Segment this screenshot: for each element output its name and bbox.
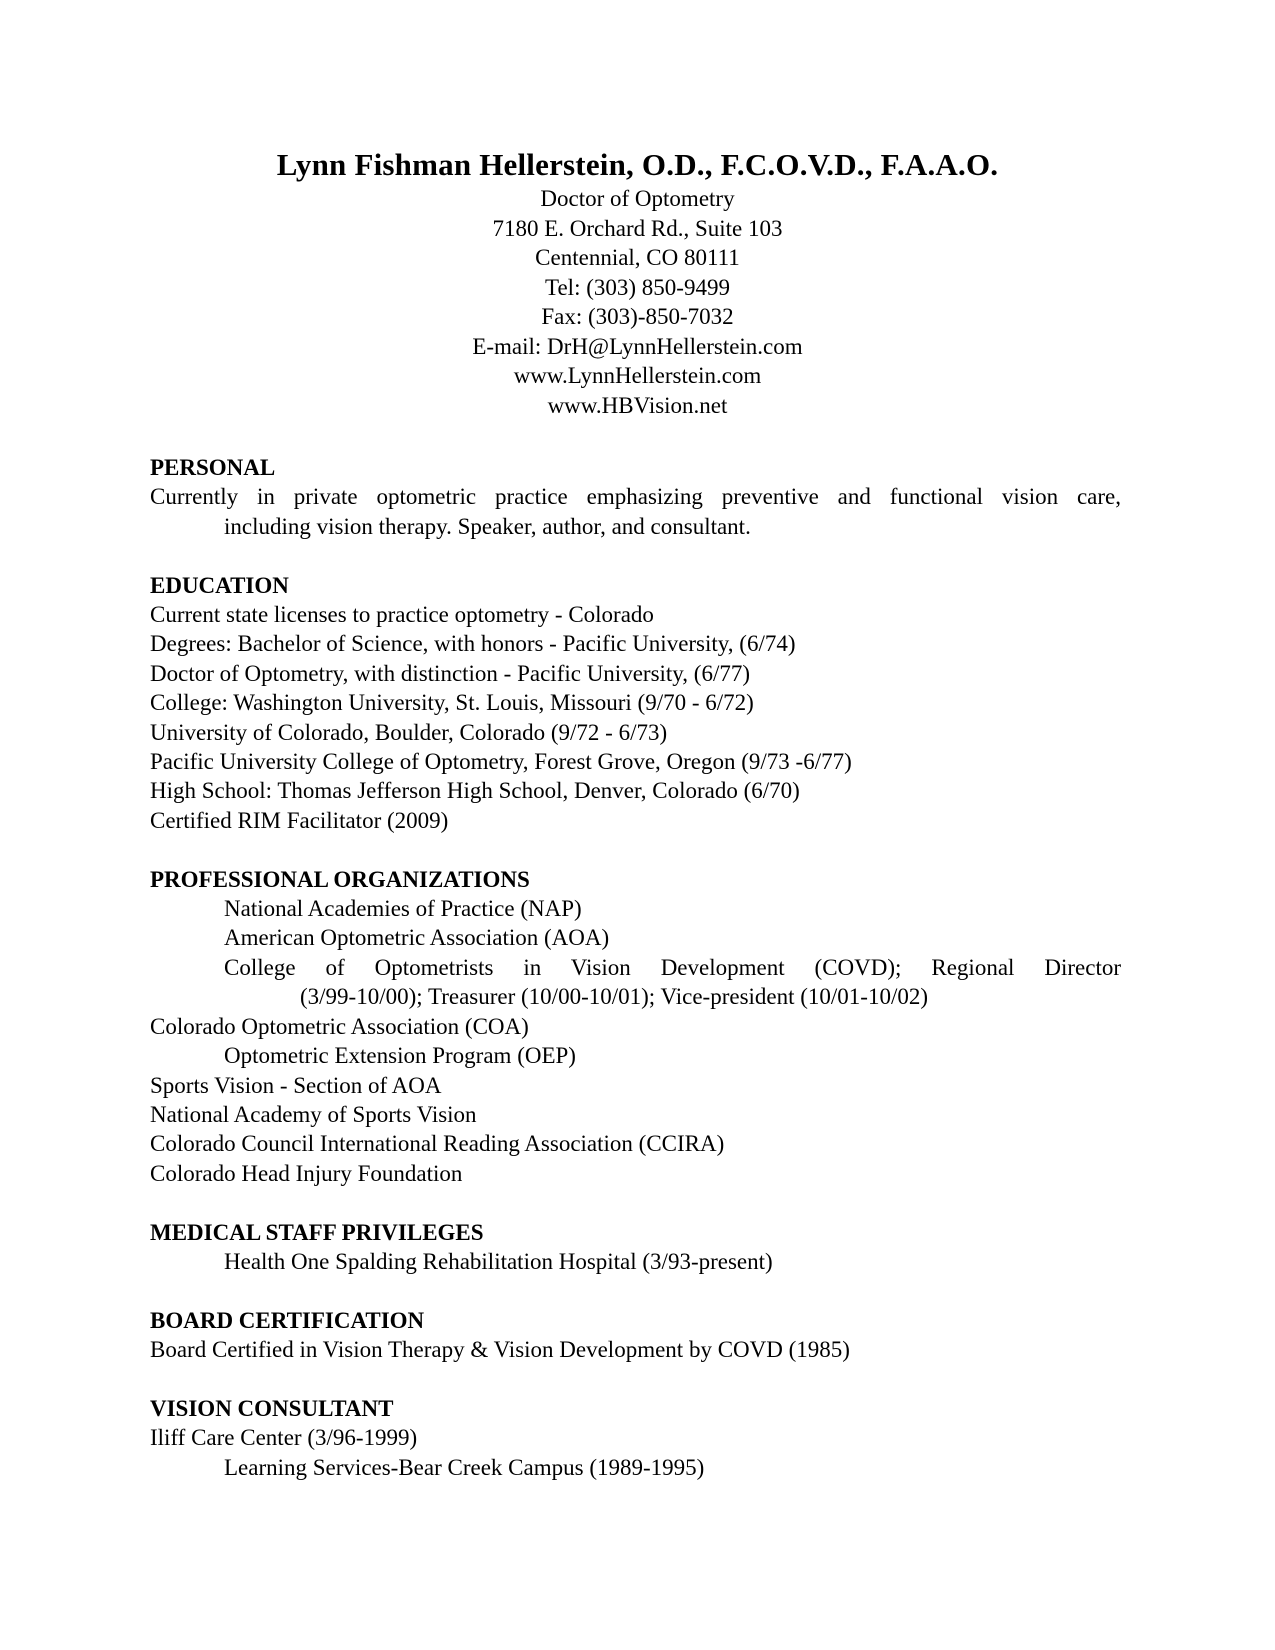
organization-ccira: Colorado Council International Reading Association (CCIRA) <box>150 1131 725 1157</box>
section-title-organizations: PROFESSIONAL ORGANIZATIONS <box>150 866 530 892</box>
section-spacer <box>150 1188 1121 1217</box>
organization-aoa: American Optometric Association (AOA) <box>224 925 610 951</box>
website-link-1: www.LynnHellerstein.com <box>513 363 762 388</box>
consultant-line-1: Iliff Care Center (3/96-1999) <box>150 1425 418 1451</box>
medical-staff-section <box>150 1218 1121 1277</box>
address-line-1: 7180 E. Orchard Rd., Suite 103 <box>492 215 783 241</box>
doctor-title: Doctor of Optometry <box>540 186 735 211</box>
education-line: Certified RIM Facilitator (2009) <box>150 807 449 833</box>
section-title-education: EDUCATION <box>150 572 289 598</box>
board-certification-section <box>150 1306 1121 1365</box>
organization-covd-line-1: College of Optometrists in Vision Development (COVD); Regional Director <box>224 954 1121 980</box>
education-section <box>150 571 1121 836</box>
doctor-name: Lynn Fishman Hellerstein, O.D., F.C.O.V.D., F.A.A.O. <box>276 147 999 182</box>
vision-consultant-section <box>150 1394 1121 1482</box>
section-spacer <box>150 1365 1121 1394</box>
organization-head-injury: Colorado Head Injury Foundation <box>150 1160 463 1186</box>
organization-coa: Colorado Optometric Association (COA) <box>150 1013 529 1039</box>
education-line: University of Colorado, Boulder, Colorado (9/72 - 6/73) <box>150 719 668 745</box>
education-line: Current state licenses to practice optometry - Colorado <box>150 602 654 628</box>
email: E-mail: DrH@LynnHellerstein.com <box>472 333 803 359</box>
personal-line-1: Currently in private optometric practice emphasizing preventive and functional vision care, <box>150 484 1121 510</box>
organization-oep: Optometric Extension Program (OEP) <box>224 1043 576 1069</box>
website-link-2: www.HBVision.net <box>547 392 728 418</box>
organization-nasv: National Academy of Sports Vision <box>150 1101 477 1127</box>
personal-line-2: including vision therapy. Speaker, author, and consultant. <box>224 513 751 539</box>
education-line: Doctor of Optometry, with distinction - Pacific University, (6/77) <box>150 660 751 686</box>
education-line: Pacific University College of Optometry, Forest Grove, Oregon (9/73 -6/77) <box>150 749 852 775</box>
section-title-personal: PERSONAL <box>150 455 276 480</box>
education-line: High School: Thomas Jefferson High School, Denver, Colorado (6/70) <box>150 778 800 804</box>
fax: Fax: (303)-850-7032 <box>541 304 734 329</box>
consultant-line-2: Learning Services-Bear Creek Campus (1989-1995) <box>224 1454 705 1480</box>
organization-sports-vision: Sports Vision - Section of AOA <box>150 1072 442 1098</box>
resume-body <box>150 453 1121 1482</box>
personal-section <box>150 453 1121 541</box>
organization-nap: National Academies of Practice (NAP) <box>224 896 582 922</box>
section-spacer <box>150 835 1121 864</box>
section-title-consultant: VISION CONSULTANT <box>150 1395 394 1421</box>
organization-covd-line-2: (3/99-10/00); Treasurer (10/00-10/01); Vice-president (10/01-10/02) <box>300 984 929 1010</box>
section-spacer <box>150 541 1121 570</box>
resume-header <box>0 146 1275 420</box>
education-line: Degrees: Bachelor of Science, with honors - Pacific University, (6/74) <box>150 631 796 657</box>
section-spacer <box>150 1276 1121 1305</box>
telephone: Tel: (303) 850-9499 <box>545 274 730 300</box>
section-title-medical-staff: MEDICAL STAFF PRIVILEGES <box>150 1219 484 1245</box>
medical-staff-line: Health One Spalding Rehabilitation Hospital (3/93-present) <box>224 1248 773 1274</box>
section-title-board: BOARD CERTIFICATION <box>150 1307 425 1333</box>
education-line: College: Washington University, St. Louis, Missouri (9/70 - 6/72) <box>150 690 754 716</box>
organizations-section <box>150 865 1121 1188</box>
address-line-2: Centennial, CO 80111 <box>535 245 740 270</box>
board-certification-line: Board Certified in Vision Therapy & Vision Development by COVD (1985) <box>150 1337 850 1363</box>
